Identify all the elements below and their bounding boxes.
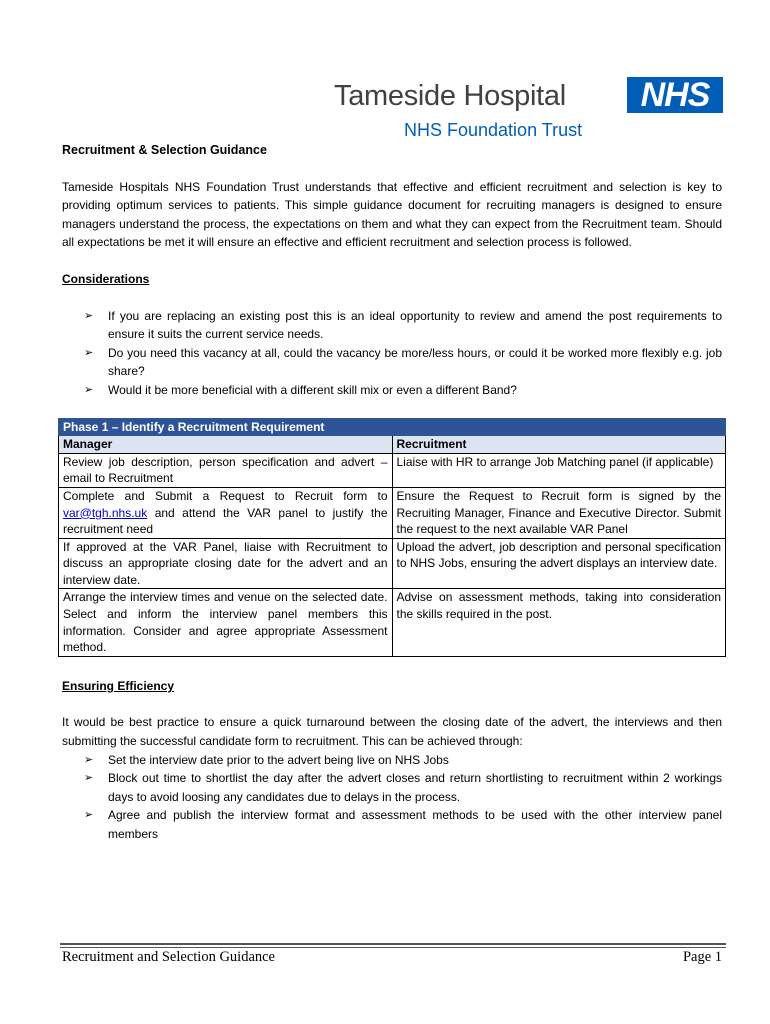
logo-trust-name: NHS Foundation Trust xyxy=(404,120,583,140)
efficiency-heading: Ensuring Efficiency xyxy=(62,678,175,693)
table-column-headers xyxy=(59,436,726,454)
col-header-recruitment: Recruitment xyxy=(392,436,726,454)
arrow-bullet-icon: ➢ xyxy=(84,772,94,785)
recruitment-cell: Ensure the Request to Recruit form is signed by the Recruiting Manager, Finance and Executive Director. Submit the request to the next available VAR Panel xyxy=(392,487,726,538)
table-row xyxy=(59,589,726,656)
var-email-link[interactable]: var@tgh.nhs.uk xyxy=(63,505,148,520)
list-item xyxy=(62,806,722,843)
list-item xyxy=(62,751,722,770)
recruitment-cell: Upload the advert, job description and personal specification to NHS Jobs, ensuring the advert displays an interview date. xyxy=(392,538,726,589)
manager-cell xyxy=(59,487,393,538)
manager-cell: Review job description, person specification and advert – email to Recruitment xyxy=(59,453,393,487)
table-phase-header xyxy=(59,418,726,436)
list-item-text: Do you need this vacancy at all, could the vacancy be more/less hours, or could it be worked more flexibly e.g. job share? xyxy=(108,345,722,379)
intro-paragraph: Tameside Hospitals NHS Foundation Trust understands that effective and efficient recruitment and selection is key to providing optimum services to patients. This simple guidance document for recruiting managers is designed to ensure managers understand the process, the expectations on them and what they can expect from the Recruitment team. Should all expectations be met it will ensure an effective and efficient recruitment and selection process is followed. xyxy=(62,179,722,250)
arrow-bullet-icon: ➢ xyxy=(84,809,94,822)
arrow-bullet-icon: ➢ xyxy=(84,309,94,322)
hospital-logo xyxy=(334,76,724,142)
footer-divider-thin xyxy=(60,947,726,948)
arrow-bullet-icon: ➢ xyxy=(84,753,94,766)
col-header-manager: Manager xyxy=(59,436,393,454)
manager-text-after: and attend the VAR panel to justify the recruitment need xyxy=(63,505,388,537)
list-item-text: Set the interview date prior to the advert being live on NHS Jobs xyxy=(108,752,449,767)
list-item xyxy=(62,381,722,400)
document-body xyxy=(62,141,722,844)
table-row xyxy=(59,487,726,538)
efficiency-paragraph: It would be best practice to ensure a quick turnaround between the closing date of the advert, the interviews and then submitting the successful candidate form to recruitment. This can be achieved through: xyxy=(62,715,722,749)
manager-text-before: Complete and Submit a Request to Recruit form to xyxy=(63,488,388,503)
list-item-text: Block out time to shortlist the day after the advert closes and return shortlisting to recruitment within 2 workings days to avoid loosing any candidates due to delays in the process. xyxy=(108,771,722,804)
manager-cell: Arrange the interview times and venue on the selected date. Select and inform the interview panel members this information. Consider and agree appropriate Assessment method. xyxy=(59,589,393,656)
footer-divider-thick xyxy=(60,943,726,945)
arrow-bullet-icon: ➢ xyxy=(84,346,94,359)
list-item xyxy=(62,344,722,381)
list-item xyxy=(62,307,722,344)
footer-page-number: Page 1 xyxy=(682,949,722,965)
arrow-bullet-icon: ➢ xyxy=(84,383,94,396)
considerations-list xyxy=(62,307,722,400)
considerations-heading: Considerations xyxy=(62,271,150,286)
list-item-text: Would it be more beneficial with a different skill mix or even a different Band? xyxy=(108,382,517,397)
recruitment-cell: Advise on assessment methods, taking into consideration the skills required in the post. xyxy=(392,589,726,656)
table-row xyxy=(59,538,726,589)
manager-cell: If approved at the VAR Panel, liaise with Recruitment to discuss an appropriate closing date for the advert and an interview date. xyxy=(59,538,393,589)
list-item xyxy=(62,769,722,806)
footer-divider xyxy=(60,943,726,948)
phase-1-table xyxy=(58,418,726,657)
phase-heading: Phase 1 – Identify a Recruitment Requirement xyxy=(59,418,726,436)
table-row xyxy=(59,453,726,487)
footer-document-name: Recruitment and Selection Guidance xyxy=(62,949,275,965)
list-item-text: If you are replacing an existing post this is an ideal opportunity to review and amend the post requirements to ensure it suits the current service needs. xyxy=(108,308,722,342)
efficiency-list xyxy=(62,751,722,844)
list-item-text: Agree and publish the interview format and assessment methods to be used with the other interview panel members xyxy=(108,808,722,841)
nhs-logo: NHS xyxy=(627,77,723,113)
recruitment-cell: Liaise with HR to arrange Job Matching panel (if applicable) xyxy=(392,453,726,487)
document-title: Recruitment & Selection Guidance xyxy=(62,143,267,157)
logo-org-name: Tameside Hospital xyxy=(334,80,566,112)
